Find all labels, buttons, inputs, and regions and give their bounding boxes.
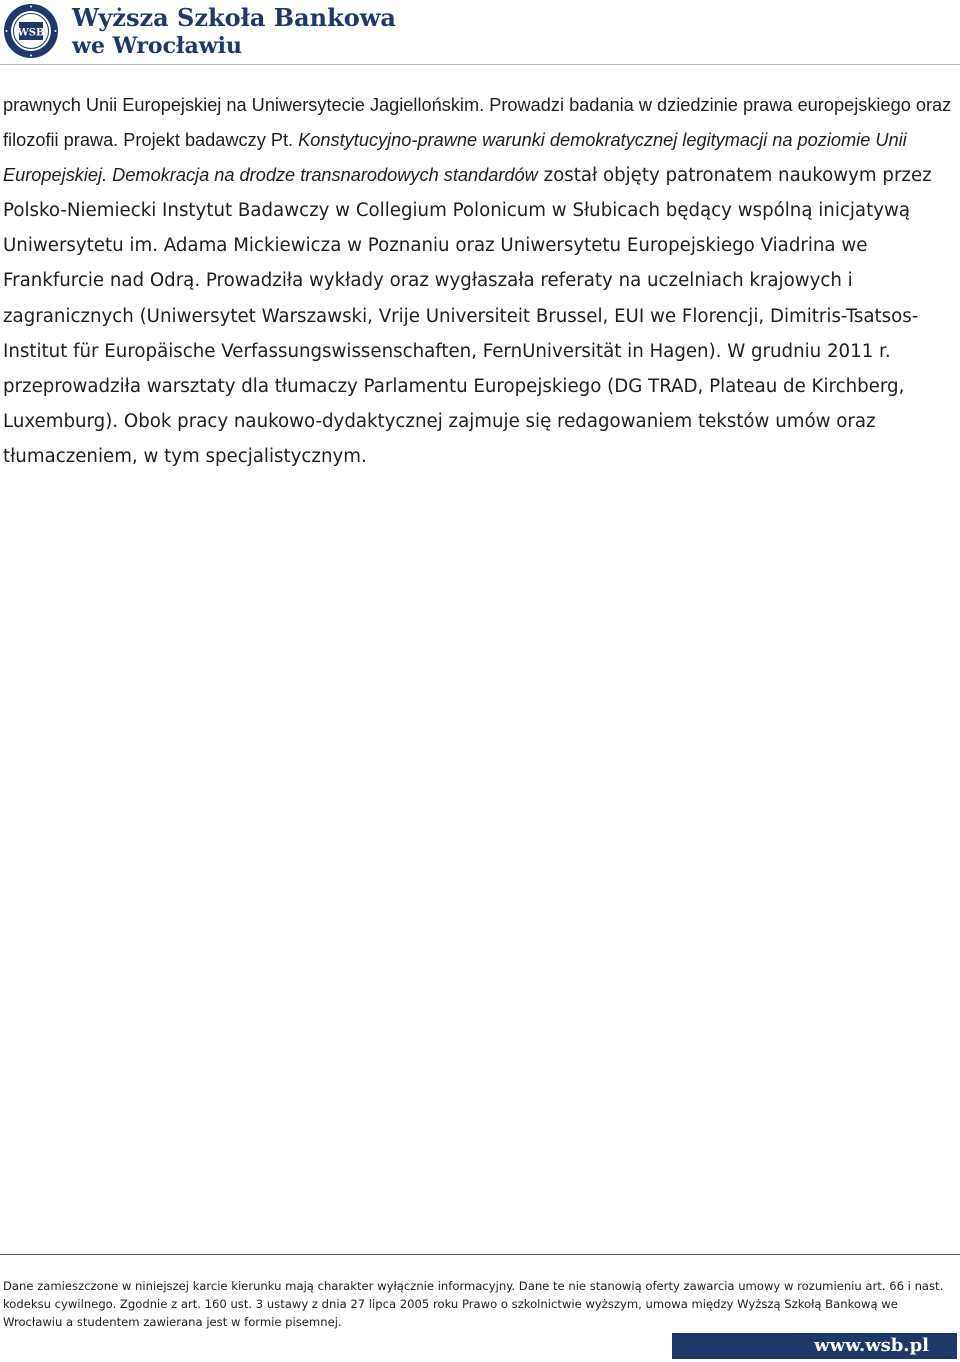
institution-name-line1: Wyższa Szkoła Bankowa xyxy=(72,3,396,32)
institution-name-line2: we Wrocławiu xyxy=(72,33,242,59)
bio-paragraph xyxy=(3,88,955,474)
header-divider xyxy=(0,64,960,65)
page-header xyxy=(0,0,960,64)
bio-text-part1: prawnych Unii Europejskiej na Uniwersytecie Jagiellońskim. Prowadzi badania w dziedzinie prawa europejskiego oraz filozofii prawa. Projekt badawczy Pt. xyxy=(3,95,952,151)
website-banner[interactable] xyxy=(672,1333,957,1359)
project-title: Konstytucyjno-prawne warunki demokratycznej legitymacji na poziomie Unii Europejskiej. Demokracja na drodze transnarodowych standardów xyxy=(3,130,907,186)
svg-text:WSB: WSB xyxy=(17,27,45,39)
footer-divider xyxy=(0,1254,960,1255)
wsb-seal-icon xyxy=(2,2,60,60)
website-link[interactable]: www.wsb.pl xyxy=(814,1335,929,1356)
bio-text-part2: został objęty patronatem naukowym przez Polsko-Niemiecki Instytut Badawczy w Collegium Polonicum w Słubicach będący wspólną inicjatywą Uniwersytetu im. Adama Mickiewicza w Poznaniu oraz Uniwersytetu Europejskiego Viadrina we Frankfurcie nad Odrą. Prowadziła wykłady oraz wygłaszała referaty na uczelniach krajowych i zagranicznych (Uniwersytet Warszawski, Vrije Universiteit Brussel, EUI we Florencji, Dimitris-Tsatsos-Institut für Europäische Verfassungswissenschaften, FernUniversität in Hagen). W grudniu 2011 r. przeprowadziła warsztaty dla tłumaczy Parlamentu Europejskiego (DG TRAD, Plateau de Kirchberg, Luxemburg). Obok pracy naukowo-dydaktycznej zajmuje się redagowaniem tekstów umów oraz tłumaczeniem, w tym specjalistycznym. xyxy=(3,165,932,467)
institution-name xyxy=(72,4,396,60)
legal-disclaimer: Dane zamieszczone w niniejszej karcie kierunku mają charakter wyłącznie informacyjny. Dane te nie stanowią oferty zawarcia umowy w rozumieniu art. 66 i nast. kodeksu cywilnego. Zgodnie z art. 160 ust. 3 ustawy z dnia 27 lipca 2005 roku Prawo o szkolnictwie wyższym, umowa między Wyższą Szkołą Bankową we Wrocławiu a studentem zawierana jest w formie pisemnej. xyxy=(3,1279,944,1329)
